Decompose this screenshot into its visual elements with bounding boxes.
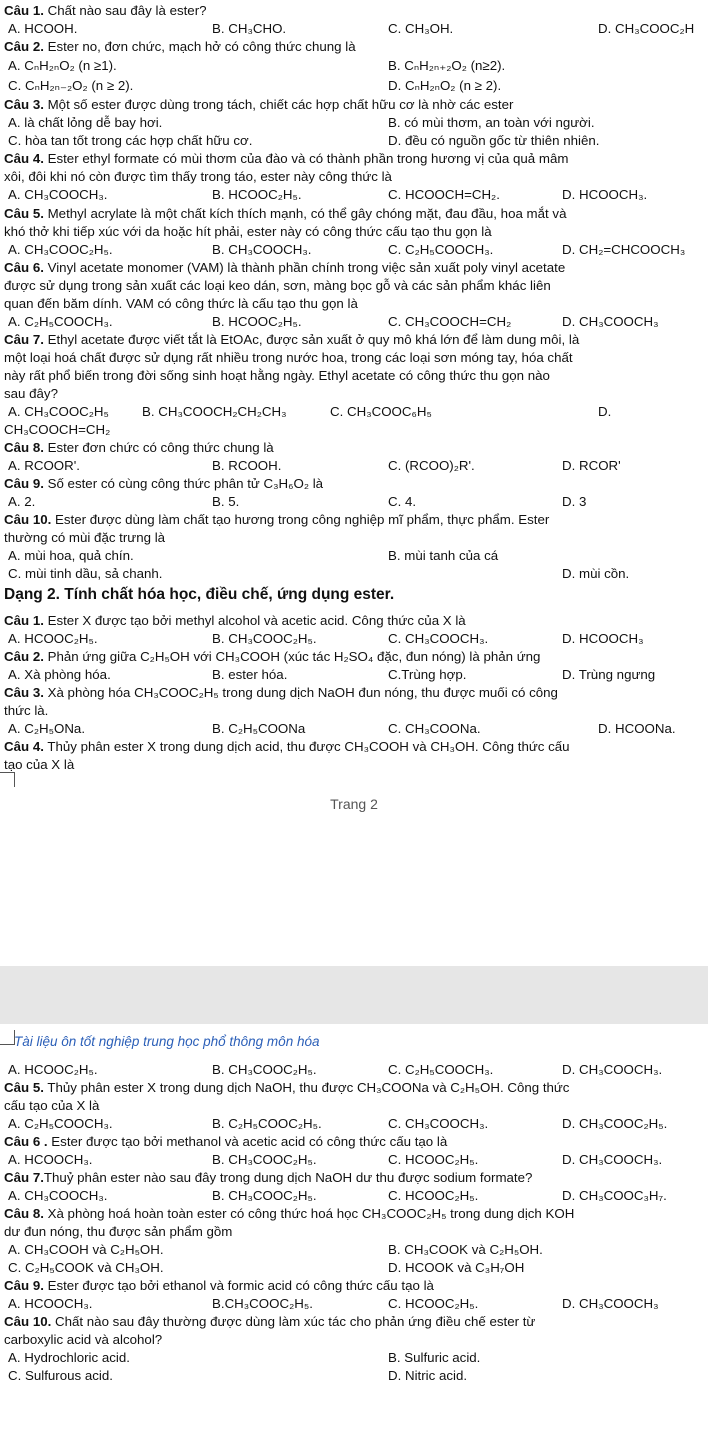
- question: Câu 9. Ester được tạo bởi ethanol và formic acid có công thức cấu tạo là: [4, 1278, 434, 1293]
- option-c[interactable]: C. HCOOC₂H₅.: [388, 1188, 479, 1203]
- option-d[interactable]: D. CH₃COOCH₃.: [562, 1152, 663, 1167]
- option-b[interactable]: B. HCOOC₂H₅.: [212, 187, 302, 202]
- section-title: Dạng 2. Tính chất hóa học, điều chế, ứng dụng ester.: [4, 586, 395, 603]
- question: Câu 8. Ester đơn chức có công thức chung là: [4, 440, 274, 455]
- question: Câu 3. Một số ester được dùng trong tách, chiết các hợp chất hữu cơ là nhờ các ester: [4, 97, 514, 112]
- option-a[interactable]: A. Hydrochloric acid.: [8, 1350, 130, 1365]
- option-a[interactable]: A. C₂H₅COOCH₃.: [8, 1116, 113, 1131]
- option-c[interactable]: C. HCOOC₂H₅.: [388, 1152, 479, 1167]
- option-d[interactable]: D. Nitric acid.: [388, 1368, 468, 1383]
- option-d[interactable]: D. CH₂=CHCOOCH₃: [562, 242, 686, 257]
- question-cont: dư đun nóng, thu được sản phẩm gồm: [4, 1224, 233, 1239]
- question: Câu 6 . Ester được tạo bởi methanol và acetic acid có công thức cấu tạo là: [4, 1134, 448, 1149]
- page-header: Tài liệu ôn tốt nghiệp trung học phổ thông môn hóa: [14, 1034, 320, 1049]
- option-b[interactable]: B. mùi tanh của cá: [388, 548, 499, 563]
- question-cont: khó thở khi tiếp xúc với da hoặc hít phải, ester này có công thức cấu tạo thu gọn là: [4, 224, 492, 239]
- option-c[interactable]: C. CH₃COOCH₃.: [388, 631, 489, 646]
- option-c[interactable]: C. CH₃COOC₆H₅: [330, 404, 432, 419]
- option-d[interactable]: D. RCOR': [562, 458, 621, 473]
- option-a[interactable]: A. HCOOC₂H₅.: [8, 1062, 98, 1077]
- question-cont: cấu tạo của X là: [4, 1098, 100, 1113]
- question: Câu 8. Xà phòng hoá hoàn toàn ester có công thức hoá học CH₃COOC₂H₅ trong dung dịch KOH: [4, 1206, 575, 1221]
- option-a[interactable]: A. C₂H₅ONa.: [8, 721, 86, 736]
- option-b[interactable]: B. 5.: [212, 494, 240, 509]
- question: Câu 7. Ethyl acetate được viết tắt là EtOAc, được sản xuất ở quy mô khá lớn để làm dung môi, là: [4, 332, 580, 347]
- question: Câu 2. Ester no, đơn chức, mạch hở có công thức chung là: [4, 39, 356, 54]
- option-a[interactable]: A. CH₃COOCH₃.: [8, 187, 108, 202]
- option-b[interactable]: B. CH₃COOC₂H₅.: [212, 631, 317, 646]
- option-c[interactable]: C. CH₃COOCH₃.: [388, 1116, 489, 1131]
- option-d[interactable]: D. HCOOK và C₃H₇OH: [388, 1260, 525, 1275]
- option-d[interactable]: D. CH₃COOCH₃.: [562, 1062, 663, 1077]
- option-b[interactable]: B. CH₃COOCH₃.: [212, 242, 312, 257]
- option-d[interactable]: D. CH₃COOCH₃: [562, 314, 659, 329]
- option-d[interactable]: D. CH₃COOC₃H₇.: [562, 1188, 667, 1203]
- question-cont: quan đến băm dính. VAM có công thức là cấu tạo thu gọn là: [4, 296, 358, 311]
- option-a[interactable]: A. HCOOCH₃.: [8, 1296, 93, 1311]
- option-b[interactable]: B. C₂H₅COONa: [212, 721, 306, 736]
- option-b[interactable]: B. CH₃COOC₂H₅.: [212, 1062, 317, 1077]
- option-c[interactable]: C. HCOOCH=CH₂.: [388, 187, 500, 202]
- question-cont: này rất phổ biến trong đời sống sinh hoạt hằng ngày. Ethyl acetate có công thức thu gọn nào: [4, 368, 550, 383]
- question-cont: xôi, đôi khi nó còn được tìm thấy trong táo, ester này công thức là: [4, 169, 392, 184]
- option-d[interactable]: D. CH₃COOCH₃: [562, 1296, 659, 1311]
- question: Câu 7.Thuỷ phân ester nào sau đây trong dung dịch NaOH dư thu được sodium formate?: [4, 1170, 533, 1185]
- option-a[interactable]: A. CH₃COOC₂H₅: [8, 404, 109, 419]
- option-d[interactable]: D. CH₃COOC₂H: [598, 21, 695, 36]
- option-b[interactable]: B. RCOOH.: [212, 458, 282, 473]
- option-b[interactable]: B. có mùi thơm, an toàn với người.: [388, 115, 595, 130]
- page-2: [0, 1024, 708, 1451]
- option-a[interactable]: A. HCOOCH₃.: [8, 1152, 93, 1167]
- question-cont: carboxylic acid và alcohol?: [4, 1332, 163, 1347]
- option-b[interactable]: B. C₂H₅COOC₂H₅.: [212, 1116, 322, 1131]
- question: Câu 10. Ester được dùng làm chất tạo hương trong công nghiệp mĩ phẩm, thực phẩm. Ester: [4, 512, 550, 527]
- option-d-value[interactable]: CH₃COOCH=CH₂: [4, 422, 111, 437]
- question: Câu 4. Thủy phân ester X trong dung dịch acid, thu được CH₃COOH và CH₃OH. Công thức cấu: [4, 739, 570, 754]
- option-a[interactable]: A. CH₃COOH và C₂H₅OH.: [8, 1242, 164, 1257]
- page-separator: [0, 966, 708, 1024]
- option-c[interactable]: C. C₂H₅COOCH₃.: [388, 1062, 494, 1077]
- option-a[interactable]: A. mùi hoa, quả chín.: [8, 548, 134, 563]
- option-b[interactable]: B. CH₃COOC₂H₅.: [212, 1152, 317, 1167]
- option-a[interactable]: A. CₙH₂ₙO₂ (n ≥1).: [8, 58, 117, 73]
- option-c[interactable]: C. CH₃OH.: [388, 21, 454, 36]
- option-c[interactable]: C. hòa tan tốt trong các hợp chất hữu cơ.: [8, 133, 253, 148]
- question-cont: được sử dụng trong sản xuất các loại keo dán, sơn, màng bọc gỗ và các sản phẩm khác liên: [4, 278, 551, 293]
- question: Câu 1. Ester X được tạo bởi methyl alcohol và acetic acid. Công thức của X là: [4, 613, 466, 628]
- question: Câu 3. Xà phòng hóa CH₃COOC₂H₅ trong dung dịch NaOH đun nóng, thu được muối có công: [4, 685, 558, 700]
- question: Câu 5. Thủy phân ester X trong dung dịch NaOH, thu được CH₃COONa và C₂H₅OH. Công thức: [4, 1080, 570, 1095]
- option-b[interactable]: B. CH₃COOCH₂CH₂CH₃: [142, 404, 287, 419]
- option-d[interactable]: D. mùi cồn.: [562, 566, 630, 581]
- option-d[interactable]: D.: [598, 404, 612, 419]
- question: Câu 2. Phản ứng giữa C₂H₅OH với CH₃COOH (xúc tác H₂SO₄ đặc, đun nóng) là phản ứng: [4, 649, 541, 664]
- question-cont: thường có mùi đặc trưng là: [4, 530, 166, 545]
- question: Câu 10. Chất nào sau đây thường được dùng làm xúc tác cho phản ứng điều chế ester từ: [4, 1314, 536, 1329]
- option-b[interactable]: B. HCOOC₂H₅.: [212, 314, 302, 329]
- option-a[interactable]: A. C₂H₅COOCH₃.: [8, 314, 113, 329]
- question: Câu 5. Methyl acrylate là một chất kích thích mạnh, có thể gây chóng mặt, đau đầu, hoa mắt và: [4, 206, 567, 221]
- option-c[interactable]: C. CH₃COONa.: [388, 721, 481, 736]
- page-corner-mark: [0, 772, 15, 787]
- option-a[interactable]: A. HCOOH.: [8, 21, 78, 36]
- option-d[interactable]: D. 3: [562, 494, 587, 509]
- option-c[interactable]: C. (RCOO)₂R'.: [388, 458, 475, 473]
- option-a[interactable]: A. CH₃COOCH₃.: [8, 1188, 108, 1203]
- option-b[interactable]: B.CH₃COOC₂H₅.: [212, 1296, 313, 1311]
- question: Câu 6. Vinyl acetate monomer (VAM) là thành phần chính trong việc sản xuất poly vinyl acetate: [4, 260, 566, 275]
- option-d[interactable]: D. đều có nguồn gốc từ thiên nhiên.: [388, 133, 600, 148]
- option-c[interactable]: C. mùi tinh dầu, sả chanh.: [8, 566, 163, 581]
- option-d[interactable]: D. HCOONa.: [598, 721, 676, 736]
- option-b[interactable]: B. CH₃COOC₂H₅.: [212, 1188, 317, 1203]
- option-a[interactable]: A. HCOOC₂H₅.: [8, 631, 98, 646]
- option-c[interactable]: C.Trùng hợp.: [388, 667, 467, 682]
- page-corner-mark: [0, 1030, 15, 1045]
- question: Câu 1. Chất nào sau đây là ester?: [4, 3, 207, 18]
- option-d[interactable]: D. CₙH₂ₙO₂ (n ≥ 2).: [388, 78, 502, 93]
- option-b[interactable]: B. CH₃COOK và C₂H₅OH.: [388, 1242, 543, 1257]
- question-cont: tạo của X là: [4, 757, 75, 772]
- option-c[interactable]: C. C₂H₅COOK và CH₃OH.: [8, 1260, 164, 1275]
- option-b[interactable]: B. CₙH₂ₙ₊₂O₂ (n≥2).: [388, 58, 506, 73]
- question: Câu 4. Ester ethyl formate có mùi thơm của đào và có thành phần trong hương vị của quả mâm: [4, 151, 569, 166]
- option-b[interactable]: B. CH₃CHO.: [212, 21, 287, 36]
- question-cont: một loại hoá chất được sử dụng rất nhiều trong nước hoa, trong các loại sơn móng tay, hóa chất: [4, 350, 573, 365]
- option-c[interactable]: C. HCOOC₂H₅.: [388, 1296, 479, 1311]
- option-c[interactable]: C. CH₃COOCH=CH₂: [388, 314, 512, 329]
- option-a[interactable]: A. Xà phòng hóa.: [8, 667, 111, 682]
- page-number: Trang 2: [330, 796, 378, 812]
- option-a[interactable]: A. là chất lỏng dễ bay hơi.: [8, 115, 163, 130]
- question: Câu 9. Số ester có cùng công thức phân tử C₃H₆O₂ là: [4, 476, 324, 491]
- question-cont: sau đây?: [4, 386, 58, 401]
- option-d[interactable]: D. Trùng ngưng: [562, 667, 656, 682]
- option-c[interactable]: C. C₂H₅COOCH₃.: [388, 242, 494, 257]
- option-d[interactable]: D. HCOOCH₃: [562, 631, 644, 646]
- option-a[interactable]: A. RCOOR'.: [8, 458, 80, 473]
- option-d[interactable]: D. CH₃COOC₂H₅.: [562, 1116, 668, 1131]
- option-c[interactable]: C. Sulfurous acid.: [8, 1368, 113, 1383]
- option-a[interactable]: A. CH₃COOC₂H₅.: [8, 242, 113, 257]
- option-b[interactable]: B. ester hóa.: [212, 667, 288, 682]
- option-b[interactable]: B. Sulfuric acid.: [388, 1350, 481, 1365]
- question-cont: thức là.: [4, 703, 49, 718]
- option-c[interactable]: C. 4.: [388, 494, 417, 509]
- option-a[interactable]: A. 2.: [8, 494, 36, 509]
- option-d[interactable]: D. HCOOCH₃.: [562, 187, 648, 202]
- option-c[interactable]: C. CₙH₂ₙ₋₂O₂ (n ≥ 2).: [8, 78, 134, 93]
